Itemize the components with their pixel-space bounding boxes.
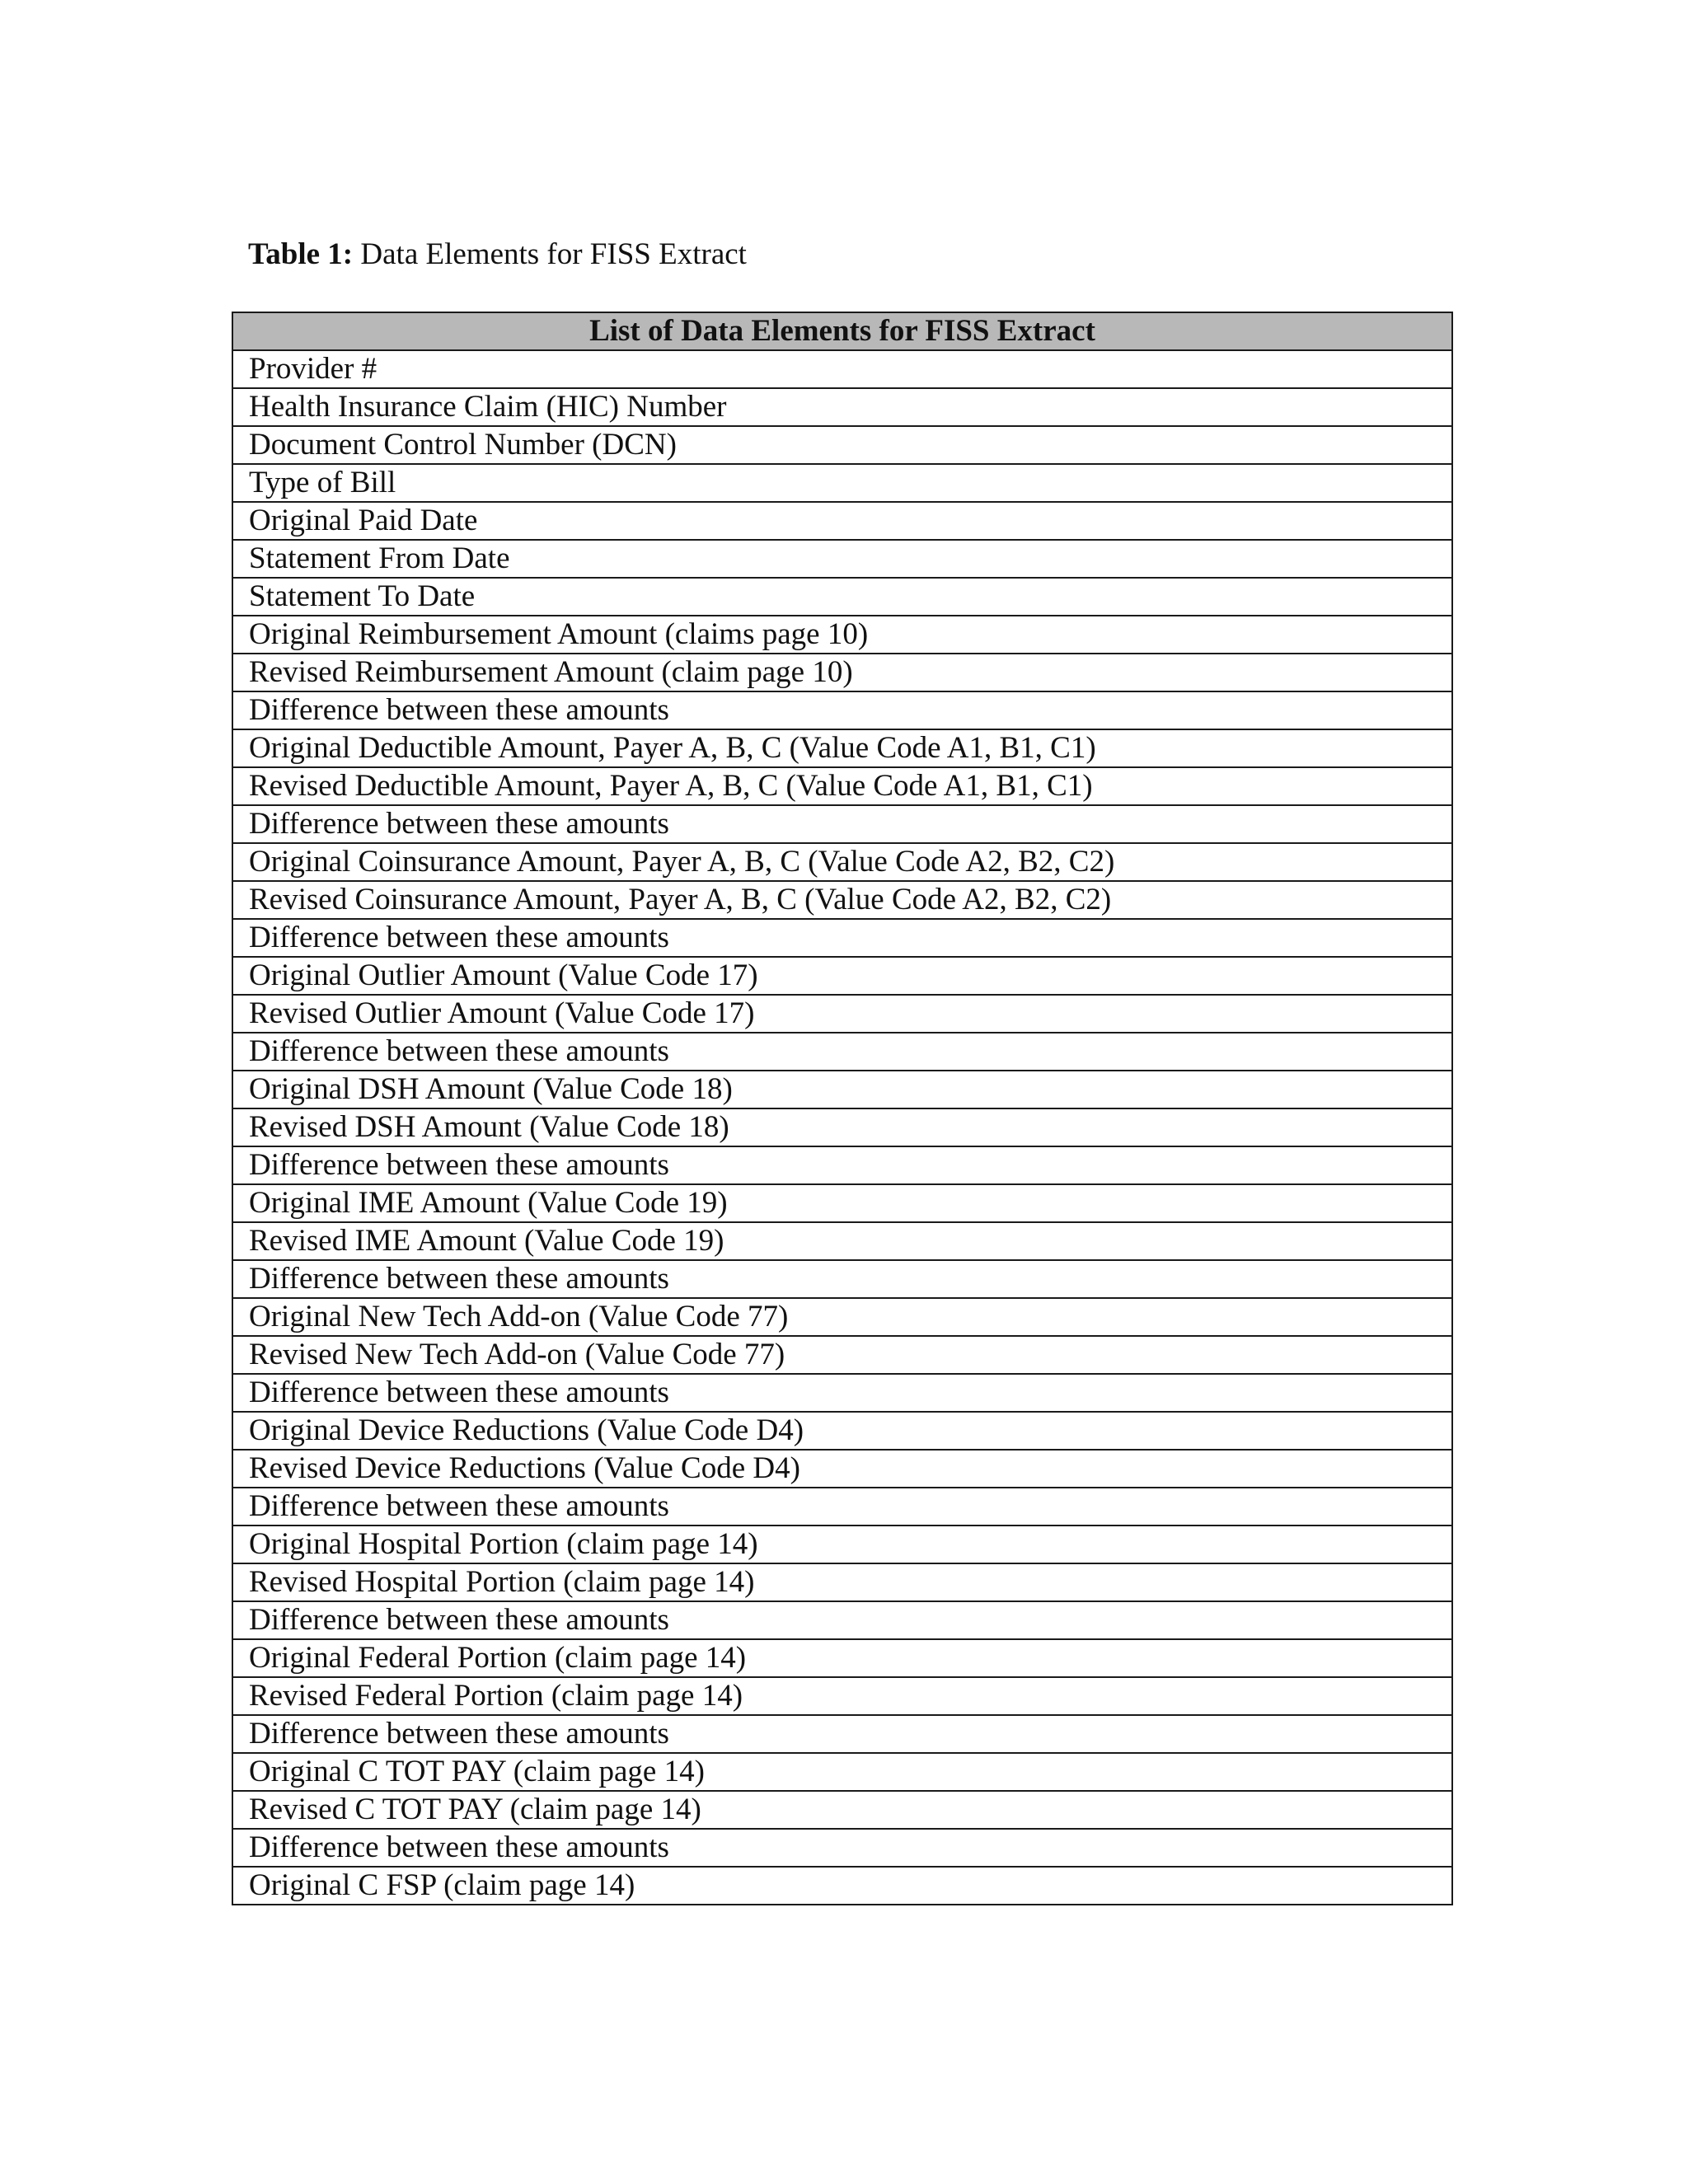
table-row	[232, 957, 1452, 995]
data-element-cell: Original C FSP (claim page 14)	[232, 1867, 1452, 1905]
data-element-cell: Original C TOT PAY (claim page 14)	[232, 1753, 1452, 1791]
data-element-cell: Statement From Date	[232, 540, 1452, 578]
table-header: List of Data Elements for FISS Extract	[232, 312, 1452, 350]
table-row	[232, 1829, 1452, 1867]
data-element-cell: Original New Tech Add-on (Value Code 77)	[232, 1298, 1452, 1336]
data-element-cell: Original Reimbursement Amount (claims page 10)	[232, 616, 1452, 654]
table-row	[232, 1260, 1452, 1298]
data-element-cell: Difference between these amounts	[232, 919, 1452, 957]
table-row	[232, 616, 1452, 654]
table-row	[232, 729, 1452, 767]
data-element-cell: Difference between these amounts	[232, 1715, 1452, 1753]
table-header-row	[232, 312, 1452, 350]
data-element-cell: Revised Reimbursement Amount (claim page 10)	[232, 654, 1452, 691]
table-row	[232, 1336, 1452, 1374]
data-element-cell: Provider #	[232, 350, 1452, 388]
table-caption	[248, 234, 747, 275]
table-row	[232, 995, 1452, 1033]
caption-text: Data Elements for FISS Extract	[360, 237, 747, 271]
data-element-cell: Revised C TOT PAY (claim page 14)	[232, 1791, 1452, 1829]
data-elements-table-container	[232, 312, 1453, 1905]
table-row	[232, 1526, 1452, 1563]
table-row	[232, 1867, 1452, 1905]
data-element-cell: Original DSH Amount (Value Code 18)	[232, 1071, 1452, 1108]
table-row	[232, 1677, 1452, 1715]
data-element-cell: Original Outlier Amount (Value Code 17)	[232, 957, 1452, 995]
data-element-cell: Original IME Amount (Value Code 19)	[232, 1184, 1452, 1222]
data-element-cell: Difference between these amounts	[232, 1829, 1452, 1867]
data-element-cell: Type of Bill	[232, 464, 1452, 502]
data-element-cell: Difference between these amounts	[232, 1260, 1452, 1298]
data-element-cell: Difference between these amounts	[232, 1374, 1452, 1412]
data-elements-table	[232, 312, 1453, 1905]
table-row	[232, 1412, 1452, 1450]
table-row	[232, 1450, 1452, 1488]
table-row	[232, 919, 1452, 957]
table-row	[232, 426, 1452, 464]
data-element-cell: Revised Device Reductions (Value Code D4)	[232, 1450, 1452, 1488]
data-element-cell: Original Paid Date	[232, 502, 1452, 540]
table-row	[232, 578, 1452, 616]
data-element-cell: Revised Outlier Amount (Value Code 17)	[232, 995, 1452, 1033]
data-element-cell: Revised IME Amount (Value Code 19)	[232, 1222, 1452, 1260]
data-element-cell: Difference between these amounts	[232, 805, 1452, 843]
data-element-cell: Difference between these amounts	[232, 1601, 1452, 1639]
data-element-cell: Difference between these amounts	[232, 1033, 1452, 1071]
table-row	[232, 540, 1452, 578]
table-row	[232, 464, 1452, 502]
table-row	[232, 1108, 1452, 1146]
data-element-cell: Document Control Number (DCN)	[232, 426, 1452, 464]
data-element-cell: Difference between these amounts	[232, 1488, 1452, 1526]
table-row	[232, 388, 1452, 426]
data-element-cell: Revised Federal Portion (claim page 14)	[232, 1677, 1452, 1715]
data-element-cell: Original Hospital Portion (claim page 14)	[232, 1526, 1452, 1563]
data-element-cell: Revised DSH Amount (Value Code 18)	[232, 1108, 1452, 1146]
table-row	[232, 1601, 1452, 1639]
table-row	[232, 881, 1452, 919]
data-element-cell: Revised New Tech Add-on (Value Code 77)	[232, 1336, 1452, 1374]
table-row	[232, 1639, 1452, 1677]
data-element-cell: Revised Deductible Amount, Payer A, B, C (Value Code A1, B1, C1)	[232, 767, 1452, 805]
table-row	[232, 767, 1452, 805]
data-element-cell: Statement To Date	[232, 578, 1452, 616]
data-element-cell: Original Deductible Amount, Payer A, B, C (Value Code A1, B1, C1)	[232, 729, 1452, 767]
caption-label: Table 1:	[248, 237, 354, 271]
table-row	[232, 1222, 1452, 1260]
data-element-cell: Revised Hospital Portion (claim page 14)	[232, 1563, 1452, 1601]
table-row	[232, 1184, 1452, 1222]
table-row	[232, 1791, 1452, 1829]
data-element-cell: Revised Coinsurance Amount, Payer A, B, C (Value Code A2, B2, C2)	[232, 881, 1452, 919]
table-row	[232, 691, 1452, 729]
data-element-cell: Difference between these amounts	[232, 1146, 1452, 1184]
table-row	[232, 350, 1452, 388]
table-row	[232, 1071, 1452, 1108]
table-row	[232, 502, 1452, 540]
data-element-cell: Health Insurance Claim (HIC) Number	[232, 388, 1452, 426]
table-row	[232, 1753, 1452, 1791]
table-row	[232, 1374, 1452, 1412]
table-row	[232, 1298, 1452, 1336]
table-row	[232, 654, 1452, 691]
table-row	[232, 1563, 1452, 1601]
table-body	[232, 350, 1452, 1905]
data-element-cell: Original Device Reductions (Value Code D4)	[232, 1412, 1452, 1450]
table-row	[232, 1715, 1452, 1753]
table-row	[232, 805, 1452, 843]
table-row	[232, 1488, 1452, 1526]
data-element-cell: Original Federal Portion (claim page 14)	[232, 1639, 1452, 1677]
data-element-cell: Original Coinsurance Amount, Payer A, B, C (Value Code A2, B2, C2)	[232, 843, 1452, 881]
table-row	[232, 1033, 1452, 1071]
table-row	[232, 1146, 1452, 1184]
table-row	[232, 843, 1452, 881]
data-element-cell: Difference between these amounts	[232, 691, 1452, 729]
